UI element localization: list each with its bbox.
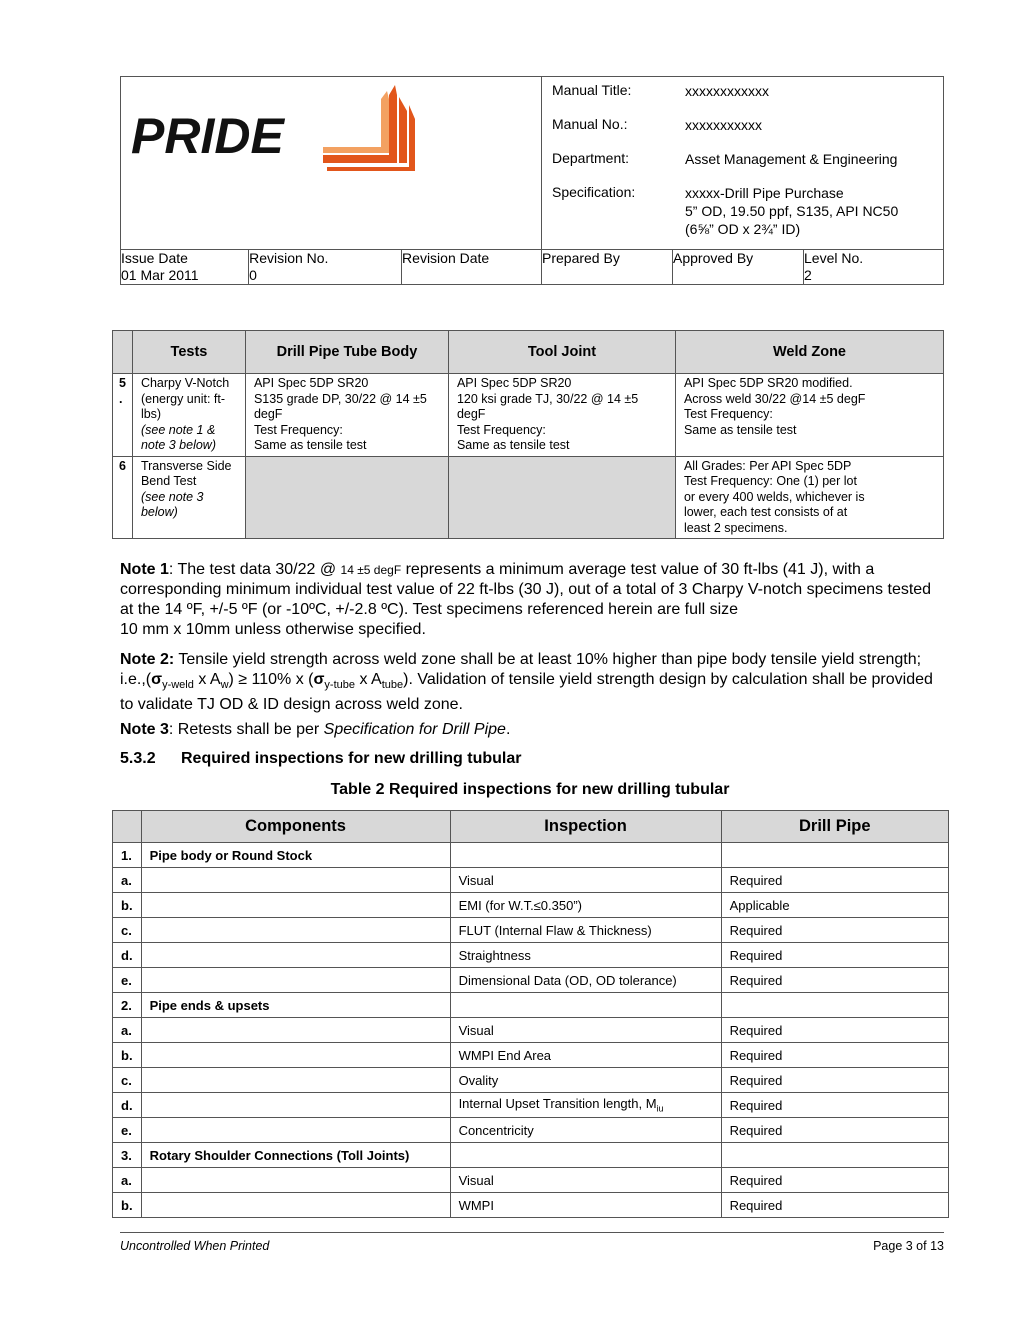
revision-date-cell: Revision Date xyxy=(402,250,542,285)
revision-no-cell: Revision No. 0 xyxy=(249,250,402,285)
cell-c4: Required xyxy=(721,1018,948,1043)
cell-c1: 3. xyxy=(113,1143,142,1168)
table-row: 6 Transverse Side Bend Test (see note 3 below) All Grades: Per API Spec 5DP Test Frequency: One (1) per lot or every 400 welds, whichever is lower, each test consists of at least 2 specimens. xyxy=(113,456,944,539)
level-no-cell: Level No. 2 xyxy=(804,250,944,285)
cell-c3 xyxy=(450,1143,721,1168)
cell-c1: b. xyxy=(113,1193,142,1218)
tests-table xyxy=(112,330,944,539)
cell-c2 xyxy=(141,1018,450,1043)
cell-c3: EMI (for W.T.≤0.350”) xyxy=(450,893,721,918)
cell-c1: d. xyxy=(113,1093,142,1118)
header-tests: Tests xyxy=(132,331,245,374)
cell-c1: b. xyxy=(113,1043,142,1068)
issue-date-cell: Issue Date 01 Mar 2011 xyxy=(121,250,249,285)
meta-value: xxxxxxxxxxx xyxy=(685,117,762,133)
cell-c4: Required xyxy=(721,1168,948,1193)
meta-value: 5” OD, 19.50 ppf, S135, API NC50 xyxy=(685,203,899,219)
table-row xyxy=(113,968,949,993)
cell-c3: WMPI End Area xyxy=(450,1043,721,1068)
header-drill-pipe: Drill Pipe xyxy=(721,811,948,843)
cell-c2 xyxy=(141,1118,450,1143)
cell-c4: Required xyxy=(721,918,948,943)
table-row xyxy=(113,1018,949,1043)
cell-c1: 1. xyxy=(113,843,142,868)
table-row xyxy=(113,993,949,1018)
cell-c2 xyxy=(141,943,450,968)
cell-c4: Required xyxy=(721,1118,948,1143)
cell-c1: d. xyxy=(113,943,142,968)
cell-c1: a. xyxy=(113,1018,142,1043)
cell-c3: Ovality xyxy=(450,1068,721,1093)
cell-c2: Pipe ends & upsets xyxy=(141,993,450,1018)
cell-c2: Rotary Shoulder Connections (Toll Joints) xyxy=(141,1143,450,1168)
meta-value: xxxxxxxxxxxx xyxy=(685,83,769,99)
cell-c2 xyxy=(141,1093,450,1118)
footer-note: Uncontrolled When Printed xyxy=(120,1239,270,1253)
cell-c3 xyxy=(450,993,721,1018)
table-row xyxy=(113,868,949,893)
header-weld-zone: Weld Zone xyxy=(675,331,943,374)
table-row: 5 . Charpy V-Notch (energy unit: ft- lbs) (see note 1 & note 3 below) API Spec 5DP SR20 S135 grade DP, 30/22 @ 14 ±5 degF Test Frequency: Same as tensile test API Spec 5DP SR20 120 ksi grade TJ, 30/22 @ 14 ±5 degF Test Frequency: Same as tensile test API Spec 5DP SR20 modified. Across weld 30/22 @14 ±5 degF Test Frequency: Same as tensile test xyxy=(113,374,944,457)
meta-key: Manual No.: xyxy=(552,116,628,132)
cell-c3: FLUT (Internal Flaw & Thickness) xyxy=(450,918,721,943)
manual-meta xyxy=(542,77,944,250)
header-tool-joint: Tool Joint xyxy=(448,331,675,374)
footer-divider xyxy=(120,1232,944,1233)
inspections-table xyxy=(112,810,949,1218)
cell-c4: Required xyxy=(721,943,948,968)
cell-c1: c. xyxy=(113,1068,142,1093)
cell-c2 xyxy=(141,918,450,943)
cell-c4: Required xyxy=(721,1193,948,1218)
table-row xyxy=(113,1143,949,1168)
cell-c3: Straightness xyxy=(450,943,721,968)
pride-logo xyxy=(127,83,427,183)
cell-c4: Required xyxy=(721,1043,948,1068)
cell-c2 xyxy=(141,968,450,993)
table-caption: Table 2 Required inspections for new drilling tubular xyxy=(330,781,730,798)
cell-c2 xyxy=(141,1043,450,1068)
prepared-by-cell: Prepared By xyxy=(542,250,673,285)
cell-c4: Required xyxy=(721,1068,948,1093)
table-row xyxy=(113,1093,949,1118)
cell-c2 xyxy=(141,1193,450,1218)
note-1: Note 1: The test data 30/22 @ 14 ±5 degF represents a minimum average test value of 30 ft-lbs (41 J), with a corresponding minimum individual test value of 22 ft-lbs (30 J), out of a total of 3 Charpy V-notch specimens tested at the 14 ºF, +/-5 ºF (or -10ºC, +/-2.8 ºC). Test specimens referenced herein are full size 10 mm x 10mm unless otherwise specified. xyxy=(120,561,932,638)
note-2: Note 2: Tensile yield strength across weld zone shall be at least 10% higher than pipe body tensile yield strength; $i.e.,(\sigma_{y-weld}$ x $A_w) \ge 110\%$ x ($\sigma_{y-tube}$ x $A_{tube}$). Validation of tensile yield strength design by calculation shall be provided to validate TJ OD & ID design across weld zone. xyxy=(120,651,933,714)
logo-text: PRIDE xyxy=(131,108,284,164)
meta-key: Manual Title: xyxy=(552,82,632,98)
cell-c1: c. xyxy=(113,918,142,943)
header-blank xyxy=(113,331,133,374)
document-header xyxy=(120,76,944,285)
cell-c3: Internal Upset Transition length, $M_{iu}$ xyxy=(450,1093,721,1118)
header-blank xyxy=(113,811,142,843)
cell-c4: Applicable xyxy=(721,893,948,918)
cell-c3 xyxy=(450,843,721,868)
table-row xyxy=(113,1168,949,1193)
cell-c3: Visual xyxy=(450,1018,721,1043)
cell-c3: Dimensional Data (OD, OD tolerance) xyxy=(450,968,721,993)
header-tube-body: Drill Pipe Tube Body xyxy=(245,331,448,374)
cell-c4: Required xyxy=(721,868,948,893)
cell-c4: Required xyxy=(721,1093,948,1118)
meta-key: Specification: xyxy=(552,184,636,200)
table-row xyxy=(113,918,949,943)
meta-key: Department: xyxy=(552,150,630,166)
cell-c2 xyxy=(141,1168,450,1193)
header-inspection: Inspection xyxy=(450,811,721,843)
table-row xyxy=(113,1193,949,1218)
cell-c3: Concentricity xyxy=(450,1118,721,1143)
meta-value: xxxxx-Drill Pipe Purchase xyxy=(685,185,844,201)
approved-by-cell: Approved By xyxy=(673,250,804,285)
table-row xyxy=(113,893,949,918)
cell-c3: WMPI xyxy=(450,1193,721,1218)
table-row xyxy=(113,843,949,868)
meta-value: Asset Management & Engineering xyxy=(685,151,898,167)
cell-c1: e. xyxy=(113,1118,142,1143)
cell-c2 xyxy=(141,893,450,918)
meta-value: (6⅝” OD x 2¾” ID) xyxy=(685,221,801,237)
cell-c3: Visual xyxy=(450,1168,721,1193)
table-row xyxy=(113,1068,949,1093)
cell-c4 xyxy=(721,843,948,868)
cell-c1: e. xyxy=(113,968,142,993)
cell-c4: Required xyxy=(721,968,948,993)
cell-c1: a. xyxy=(113,868,142,893)
table-row xyxy=(113,1118,949,1143)
cell-c2 xyxy=(141,868,450,893)
table-row xyxy=(113,1043,949,1068)
section-heading: 5.3.2 Required inspections for new drilling tubular xyxy=(120,750,522,767)
cell-c1: 2. xyxy=(113,993,142,1018)
logo-cell xyxy=(121,77,542,250)
header-components: Components xyxy=(141,811,450,843)
page-number: Page 3 of 13 xyxy=(873,1239,944,1253)
cell-c4 xyxy=(721,993,948,1018)
cell-c1: a. xyxy=(113,1168,142,1193)
cell-c1: b. xyxy=(113,893,142,918)
cell-c2: Pipe body or Round Stock xyxy=(141,843,450,868)
note-3: Note 3: Retests shall be per Specification for Drill Pipe. xyxy=(120,721,511,738)
cell-c3: Visual xyxy=(450,868,721,893)
cell-c4 xyxy=(721,1143,948,1168)
table-row xyxy=(113,943,949,968)
cell-c2 xyxy=(141,1068,450,1093)
